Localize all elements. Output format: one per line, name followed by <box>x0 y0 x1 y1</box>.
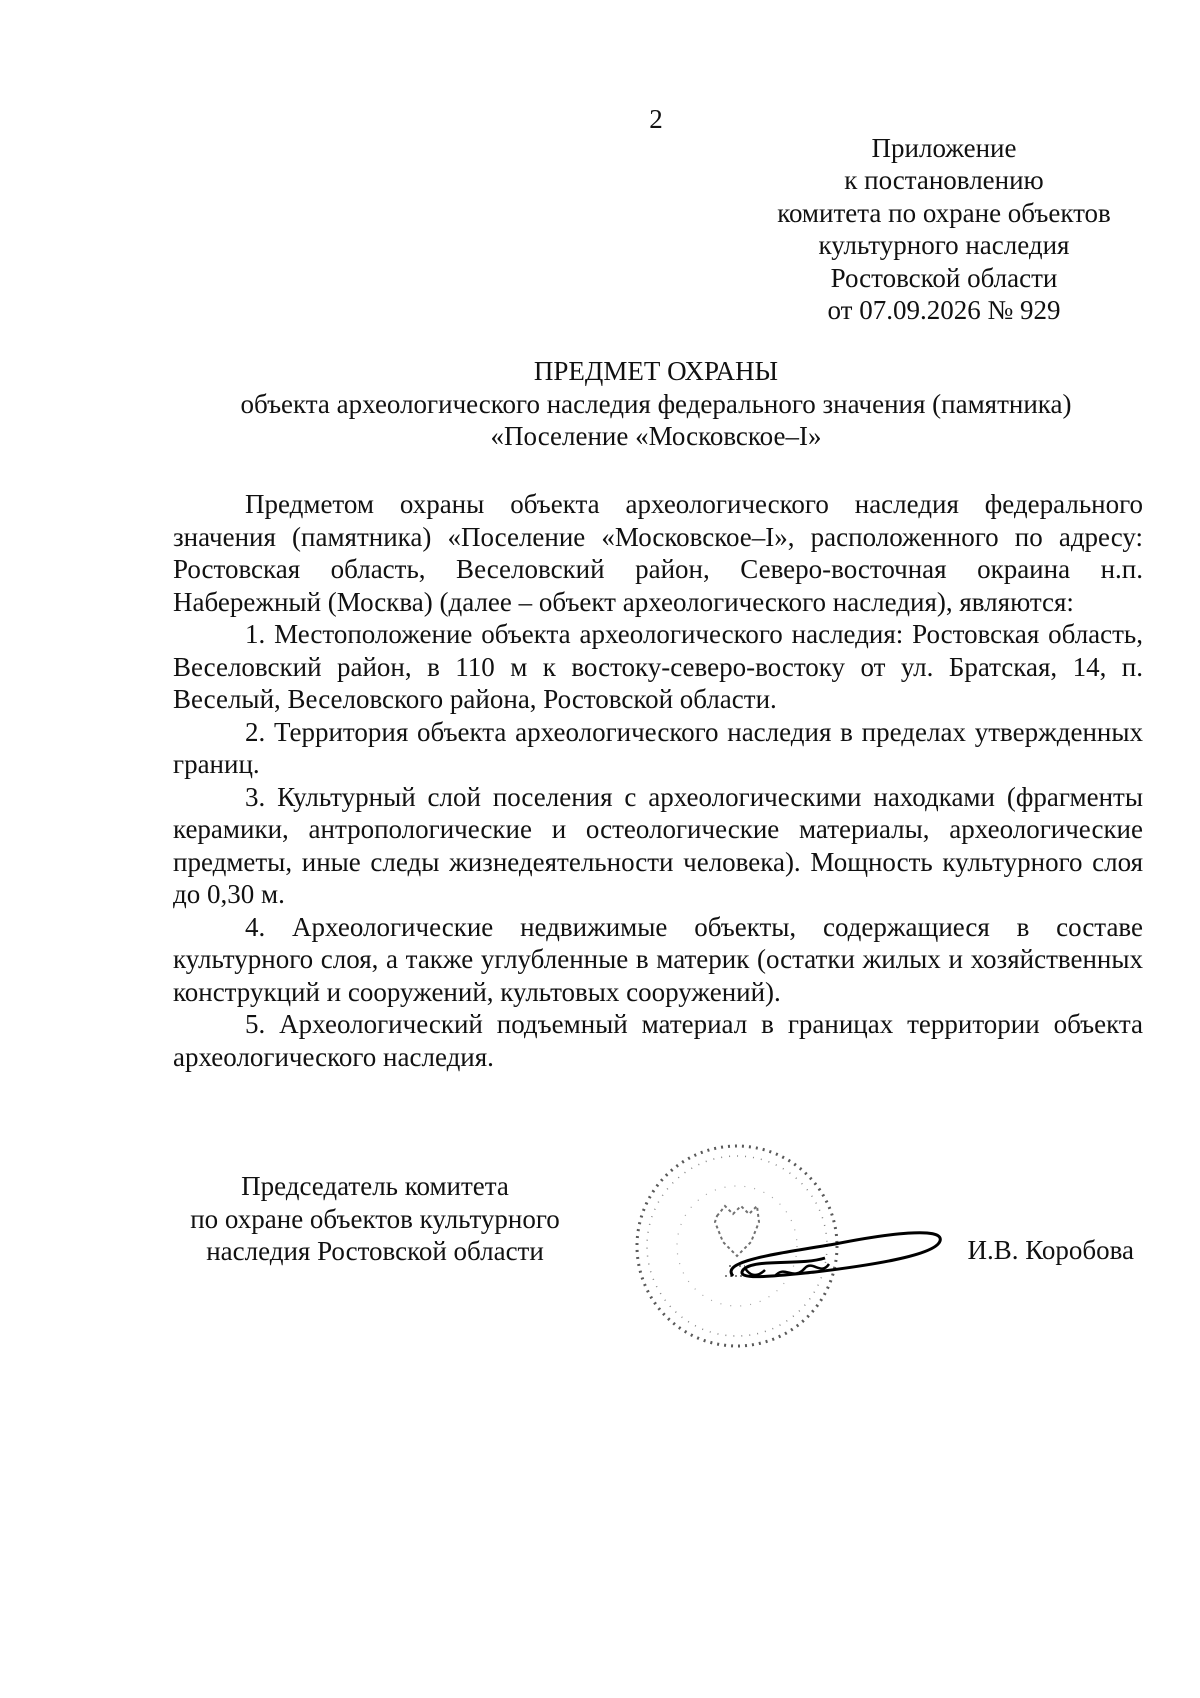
appendix-line: комитета по охране объектов <box>777 197 1111 228</box>
list-item: 2. Территория объекта археологического наследия в пределах утвержденных границ. <box>173 716 1143 779</box>
list-item: 1. Местоположение объекта археологического наследия: Ростовская область, Веселовский район, в 110 м к востоку-северо-востоку от ул. Братская, 14, п. Веселый, Веселовского района, Ростовской области. <box>173 619 1143 714</box>
title-subline: объекта археологического наследия федерального значения (памятника) <box>240 388 1072 419</box>
appendix-line: культурного наследия <box>818 230 1070 261</box>
appendix-line: от 07.09.2026 № 929 <box>827 295 1061 326</box>
list-item: 5. Археологический подъемный материал в границах территории объекта археологического наследия. <box>173 1009 1143 1072</box>
title-heading: ПРЕДМЕТ ОХРАНЫ <box>533 356 779 386</box>
list-item: 3. Культурный слой поселения с археологическими находками (фрагменты керамики, антропологические и остеологические материалы, археологические предметы, иные следы жизнедеятельности человека). Мощность культурного слоя до 0,30 м. <box>173 781 1143 909</box>
official-stamp <box>625 1126 955 1366</box>
document-title <box>0 355 1200 453</box>
stamp-seal <box>637 1146 837 1346</box>
signatory-position-line: Председатель комитета <box>241 1171 509 1201</box>
signatory-name: И.В. Коробова <box>967 1235 1134 1265</box>
document-body <box>173 488 1143 1073</box>
appendix-line: к постановлению <box>844 165 1044 196</box>
signature-block <box>0 1170 1200 1370</box>
appendix-line: Ростовской области <box>830 262 1058 293</box>
list-item: 4. Археологические недвижимые объекты, содержащиеся в составе культурного слоя, а также углубленные в материк (остатки жилых и хозяйственных конструкций и сооружений, культовых сооружений). <box>173 911 1143 1007</box>
title-subline: «Поселение «Московское–I» <box>490 421 822 452</box>
signatory-position-line: наследия Ростовской области <box>206 1236 544 1267</box>
page-number: 2 <box>649 104 663 134</box>
intro-paragraph: Предметом охраны объекта археологического наследия федерального значения (памятника) «Поселение «Московское–I», расположенного по адресу: Ростовская область, Веселовский район, Северо-восточная окраина н.п. Набережный (Москва) (далее – объект археологического наследия), являются: <box>173 489 1143 617</box>
signatory-position <box>160 1170 590 1268</box>
signatory-position-line: по охране объектов культурного <box>190 1203 560 1234</box>
appendix-block <box>744 132 1144 326</box>
appendix-line: Приложение <box>871 133 1017 163</box>
